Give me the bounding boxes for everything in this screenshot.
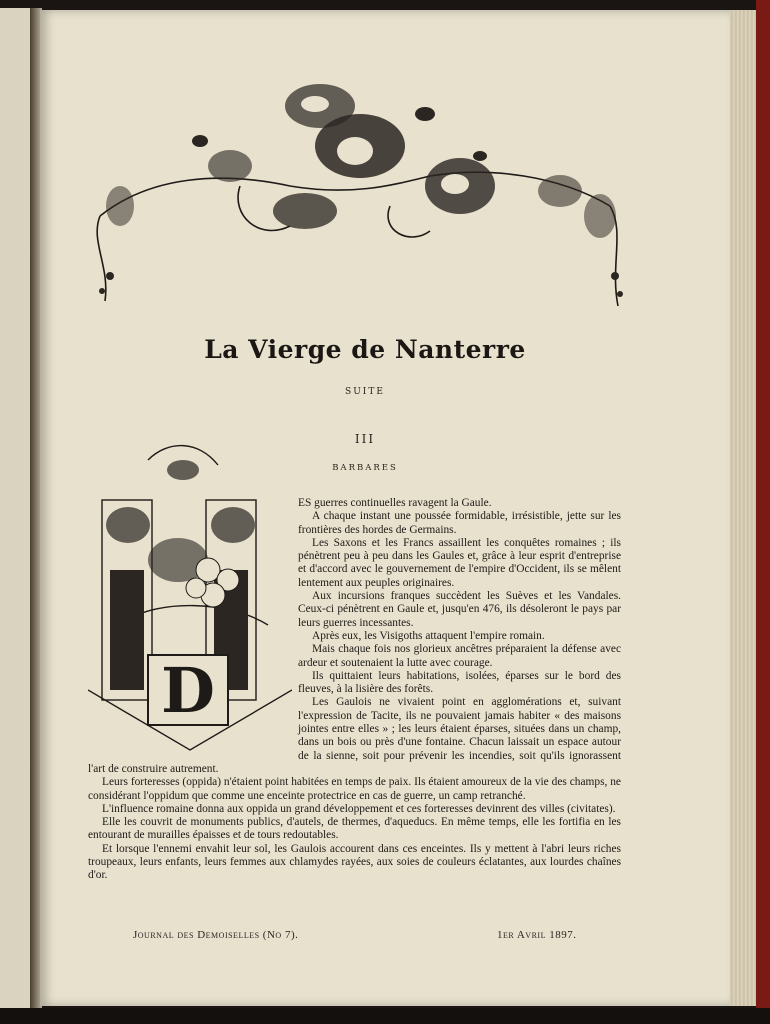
body-paragraph: Leurs forteresses (oppida) n'étaient point habitées en temps de paix. Ils étaient amoureux de la vie des champs, ne considérant l'oppidum que comme une enceinte protectrice en cas de guerre, un camp retranché. xyxy=(88,776,621,802)
body-paragraph: Aux incursions franques succèdent les Suèves et les Vandales. Ceux-ci pénètrent en Gaule et, jusqu'en 476, ils désoleront le pays par leurs guerres incessantes. xyxy=(298,590,621,629)
issue-date: 1er Avril 1897. xyxy=(497,929,577,941)
journal-name: Journal des Demoiselles (No 7). xyxy=(133,929,299,941)
dropcap-spacer xyxy=(88,497,298,753)
dropcap-letter: D xyxy=(161,654,215,727)
body-paragraph: A chaque instant une poussée formidable, irrésistible, jette sur les frontières des hordes de Germains. xyxy=(298,510,621,536)
bottom-shadow xyxy=(0,1008,770,1024)
body-paragraph: Elle les couvrit de monuments publics, d'autels, de thermes, d'aqueducs. En même temps, elle les fortifia en les entourant de murailles épaisses et de tours redoutables. xyxy=(88,816,621,842)
article-title: La Vierge de Nanterre xyxy=(204,335,526,364)
body-paragraph: L'influence romaine donna aux oppida un grand développement et ces forteresses devinrent des villes (civitates). xyxy=(102,802,616,815)
body-paragraph: ES guerres continuelles ravagent la Gaule. xyxy=(298,497,492,509)
chapter-number: III xyxy=(354,432,376,446)
body-paragraph: Mais chaque fois nos glorieux ancêtres préparaient la défense avec ardeur et soutenaient la lutte avec courage. xyxy=(298,643,621,669)
body-paragraph: Et lorsque l'ennemi envahit leur sol, les Gaulois accourent dans ces enceintes. Ils y mettent à l'abri leurs riches troupeaux, leurs enfants, leurs femmes aux chlamydes rayées, aux soies de couleurs éclatantes, aux lourdes chaînes d'or. xyxy=(88,842,621,882)
body-paragraph: Ils quittaient leurs habitations, isolées, éparses sur le bord des fleuves, à la lisière des forêts. xyxy=(298,669,621,696)
floral-ornament-icon xyxy=(90,66,630,326)
chapter-title: BARBARES xyxy=(332,463,398,473)
article-subtitle: SUITE xyxy=(345,387,385,397)
page-stack-edge xyxy=(730,10,756,1006)
body-paragraph: Après eux, les Visigoths attaquent l'empire romain. xyxy=(312,629,545,642)
body-paragraph: Les Gaulois ne vivaient point en agglomérations et, suivant l'expression de Tacite, ils ne pouvaient jamais habiter « des maisons jointes entre elles » ; les leurs étaient éparses, situées dans un champ, dans un bois ou près d'une fontaine. Chacun laissait un espace autour de la sienne, soit pour prévenir les incendies, soit qu'ils ignorassent l'art de construire autrement. xyxy=(88,696,621,775)
article-body xyxy=(88,497,621,883)
book-cover xyxy=(756,0,770,1024)
body-paragraph: Les Saxons et les Francs assaillent les conquêtes romaines ; ils pénètrent peu à peu dans les Gaules et, grâce à leur esprit d'entreprise et d'accord avec le gouvernement de l'empire d'Occident, ils se mêlent lentement aux peuples originaires. xyxy=(298,536,621,589)
